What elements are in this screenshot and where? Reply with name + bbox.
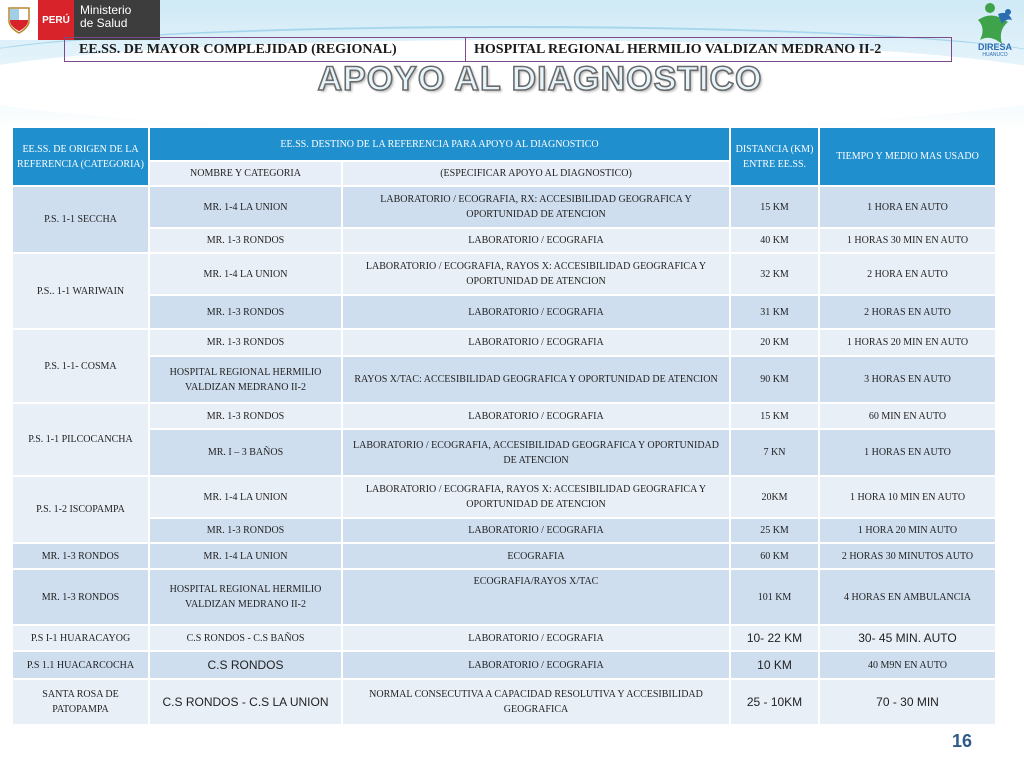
ministry-line-1: Ministerio [80, 3, 132, 17]
support-cell: LABORATORIO / ECOGRAFIA, ACCESIBILIDAD GEOGRAFICA Y OPORTUNIDAD DE ATENCION [342, 429, 730, 476]
origin-cell: P.S. 1-1- COSMA [12, 329, 149, 403]
table-row [12, 569, 996, 625]
dest-cell: C.S RONDOS - C.S LA UNION [149, 679, 342, 725]
diresa-text: DIRESA [977, 42, 1012, 52]
peru-label: PERÚ [38, 0, 74, 40]
distance-cell: 20 KM [730, 329, 819, 356]
origin-cell: SANTA ROSA DE PATOPAMPA [12, 679, 149, 725]
col-header-time: TIEMPO Y MEDIO MAS USADO [819, 127, 996, 186]
dest-cell: MR. 1-3 RONDOS [149, 518, 342, 543]
diresa-subtext: HUANUCO [982, 52, 1008, 58]
support-cell: LABORATORIO / ECOGRAFIA, RX: ACCESIBILIDAD GEOGRAFICA Y OPORTUNIDAD DE ATENCION [342, 186, 730, 228]
support-cell: LABORATORIO / ECOGRAFIA [342, 329, 730, 356]
distance-cell: 7 KN [730, 429, 819, 476]
header-banner [64, 37, 952, 62]
dest-cell: MR. 1-3 RONDOS [149, 228, 342, 253]
dest-cell: MR. 1-4 LA UNION [149, 543, 342, 569]
origin-cell: P.S.. 1-1 WARIWAIN [12, 253, 149, 329]
table-row [12, 543, 996, 569]
distance-cell: 40 KM [730, 228, 819, 253]
table-row [12, 625, 996, 651]
support-cell: LABORATORIO / ECOGRAFIA [342, 403, 730, 429]
table-row [12, 228, 996, 253]
distance-cell: 25 - 10KM [730, 679, 819, 725]
distance-cell: 15 KM [730, 403, 819, 429]
support-cell: LABORATORIO / ECOGRAFIA, RAYOS X: ACCESIBILIDAD GEOGRAFICA Y OPORTUNIDAD DE ATENCION [342, 476, 730, 518]
time-cell: 1 HORA EN AUTO [819, 186, 996, 228]
col-header-distance: DISTANCIA (KM) ENTRE EE.SS. [730, 127, 819, 186]
table-row [12, 186, 996, 228]
referral-table [12, 127, 996, 725]
dest-cell: MR. 1-3 RONDOS [149, 295, 342, 329]
support-cell: LABORATORIO / ECOGRAFIA [342, 295, 730, 329]
distance-cell: 32 KM [730, 253, 819, 295]
diresa-logo [968, 0, 1020, 62]
distance-cell: 15 KM [730, 186, 819, 228]
dest-cell: MR. 1-4 LA UNION [149, 186, 342, 228]
col-header-destination: EE.SS. DESTINO DE LA REFERENCIA PARA APOYO AL DIAGNOSTICO [149, 127, 730, 161]
table-row [12, 651, 996, 679]
table-row [12, 329, 996, 356]
distance-cell: 90 KM [730, 356, 819, 403]
header-left-label: EE.SS. DE MAYOR COMPLEJIDAD (REGIONAL) [79, 41, 397, 57]
table-row [12, 429, 996, 476]
dest-cell: MR. 1-3 RONDOS [149, 403, 342, 429]
table-row [12, 253, 996, 295]
support-cell: LABORATORIO / ECOGRAFIA [342, 518, 730, 543]
time-cell: 2 HORAS 30 MINUTOS AUTO [819, 543, 996, 569]
distance-cell: 31 KM [730, 295, 819, 329]
time-cell: 3 HORAS EN AUTO [819, 356, 996, 403]
header-separator [465, 38, 466, 61]
support-cell: LABORATORIO / ECOGRAFIA [342, 651, 730, 679]
time-cell: 30- 45 MIN. AUTO [819, 625, 996, 651]
distance-cell: 20KM [730, 476, 819, 518]
origin-cell: P.S. 1-2 ISCOPAMPA [12, 476, 149, 543]
distance-cell: 25 KM [730, 518, 819, 543]
dest-cell: MR. I – 3 BAÑOS [149, 429, 342, 476]
table-row [12, 295, 996, 329]
time-cell: 40 M9N EN AUTO [819, 651, 996, 679]
time-cell: 2 HORAS EN AUTO [819, 295, 996, 329]
support-cell: ECOGRAFIA [342, 543, 730, 569]
coat-of-arms-icon [0, 0, 38, 40]
table-row [12, 679, 996, 725]
table-row [12, 518, 996, 543]
support-cell: ECOGRAFIA/RAYOS X/TAC [342, 569, 730, 625]
table-row [12, 476, 996, 518]
ministry-logo [0, 0, 160, 40]
support-cell: LABORATORIO / ECOGRAFIA [342, 625, 730, 651]
ministry-name [74, 0, 160, 40]
dest-cell: MR. 1-4 LA UNION [149, 253, 342, 295]
table-row [12, 356, 996, 403]
support-cell: LABORATORIO / ECOGRAFIA [342, 228, 730, 253]
distance-cell: 10 KM [730, 651, 819, 679]
time-cell: 1 HORA 20 MIN AUTO [819, 518, 996, 543]
dest-cell: HOSPITAL REGIONAL HERMILIO VALDIZAN MEDRANO II-2 [149, 569, 342, 625]
origin-cell: MR. 1-3 RONDOS [12, 543, 149, 569]
origin-cell: P.S 1.1 HUACARCOCHA [12, 651, 149, 679]
time-cell: 1 HORAS EN AUTO [819, 429, 996, 476]
dest-cell: C.S RONDOS [149, 651, 342, 679]
origin-cell: P.S. 1-1 SECCHA [12, 186, 149, 253]
dest-cell: HOSPITAL REGIONAL HERMILIO VALDIZAN MEDRANO II-2 [149, 356, 342, 403]
time-cell: 4 HORAS EN AMBULANCIA [819, 569, 996, 625]
distance-cell: 101 KM [730, 569, 819, 625]
table-row [12, 403, 996, 429]
distance-cell: 10- 22 KM [730, 625, 819, 651]
time-cell: 2 HORA EN AUTO [819, 253, 996, 295]
page-number: 16 [951, 731, 972, 751]
page-title: APOYO AL DIAGNOSTICO [317, 60, 763, 98]
time-cell: 70 - 30 MIN [819, 679, 996, 725]
time-cell: 60 MIN EN AUTO [819, 403, 996, 429]
support-cell: RAYOS X/TAC: ACCESIBILIDAD GEOGRAFICA Y OPORTUNIDAD DE ATENCION [342, 356, 730, 403]
subheader-name-category: NOMBRE Y CATEGORIA [149, 161, 342, 186]
subheader-support: (ESPECIFICAR APOYO AL DIAGNOSTICO) [342, 161, 730, 186]
col-header-origin: EE.SS. DE ORIGEN DE LA REFERENCIA (CATEGORIA) [12, 127, 149, 186]
distance-cell: 60 KM [730, 543, 819, 569]
origin-cell: P.S. 1-1 PILCOCANCHA [12, 403, 149, 476]
origin-cell: MR. 1-3 RONDOS [12, 569, 149, 625]
ministry-line-2: de Salud [80, 16, 128, 30]
support-cell: LABORATORIO / ECOGRAFIA, RAYOS X: ACCESIBILIDAD GEOGRAFICA Y OPORTUNIDAD DE ATENCION [342, 253, 730, 295]
time-cell: 1 HORAS 20 MIN EN AUTO [819, 329, 996, 356]
support-cell: NORMAL CONSECUTIVA A CAPACIDAD RESOLUTIVA Y ACCESIBILIDAD GEOGRAFICA [342, 679, 730, 725]
dest-cell: MR. 1-4 LA UNION [149, 476, 342, 518]
time-cell: 1 HORA 10 MIN EN AUTO [819, 476, 996, 518]
dest-cell: MR. 1-3 RONDOS [149, 329, 342, 356]
header-right-label: HOSPITAL REGIONAL HERMILIO VALDIZAN MEDRANO II-2 [474, 41, 882, 57]
origin-cell: P.S I-1 HUARACAYOG [12, 625, 149, 651]
time-cell: 1 HORAS 30 MIN EN AUTO [819, 228, 996, 253]
dest-cell: C.S RONDOS - C.S BAÑOS [149, 625, 342, 651]
